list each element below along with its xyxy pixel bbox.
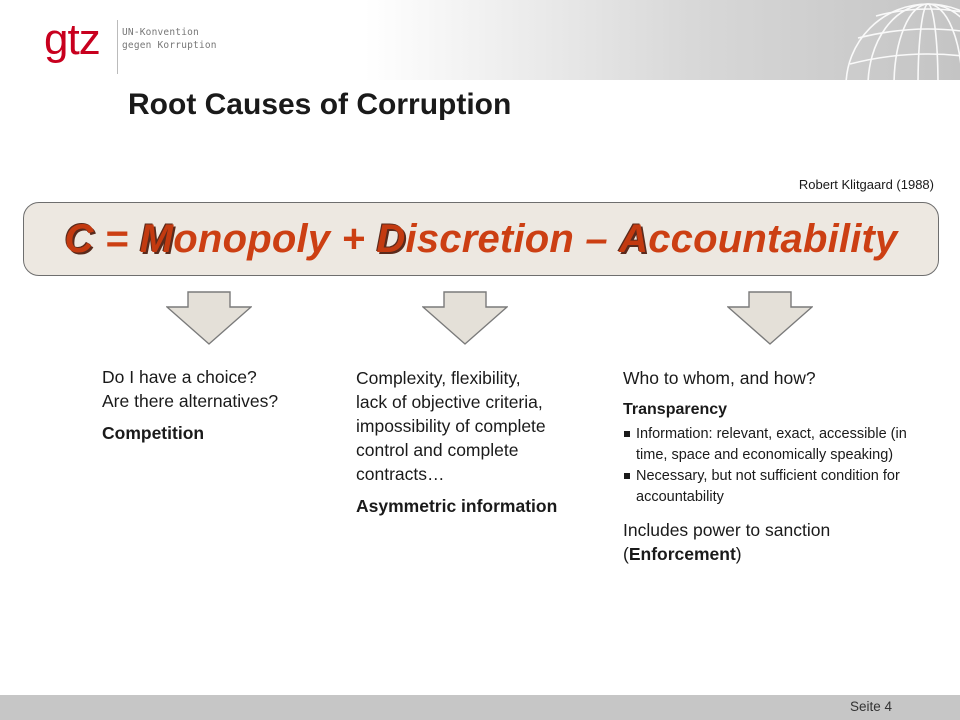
discretion-keyword: Asymmetric information [356,496,558,516]
arrow-down-icon [166,291,252,345]
formula-a: A [619,216,649,261]
discretion-line2: lack of objective criteria, [356,392,543,412]
transparency-heading: Transparency [623,401,728,418]
formula-c: C [64,216,94,261]
list-item-text: Necessary, but not sufficient condition for accountability [636,468,900,505]
logo-text: gtz [44,18,100,64]
list-item [623,424,933,466]
formula-m: M [139,216,174,261]
discretion-line4: control and complete [356,440,519,460]
square-bullet-icon [624,431,630,437]
page-number: Seite 4 [849,699,892,714]
accountability-column [623,366,933,566]
discretion-line1: Complexity, flexibility, [356,368,521,388]
arrow-down-icon [727,291,813,345]
monopoly-line2: Are there alternatives? [102,391,279,411]
formula-discretion-rest: iscretion – [405,216,620,261]
discretion-line5: contracts… [356,464,445,484]
slide-title: Root Causes of Corruption [128,88,512,121]
enforcement-open-paren: ( [623,544,629,564]
slide-header [0,0,960,80]
formula-equals: = [93,216,140,261]
logo-subtitle [122,26,217,52]
logo-divider [117,20,118,74]
discretion-column [356,366,596,518]
transparency-list [623,424,933,508]
enforcement-line [623,542,933,566]
logo-subtitle-line1: UN-Konvention [122,27,199,38]
formula-box [23,202,939,276]
discretion-line3: impossibility of complete [356,416,546,436]
monopoly-line1: Do I have a choice? [102,367,257,387]
formula-accountability-rest: ccountability [648,216,898,261]
slide-footer [0,695,960,720]
list-item-text: Information: relevant, exact, accessible (in time, space and economically speaking) [636,426,907,463]
monopoly-keyword: Competition [102,423,205,443]
citation: Robert Klitgaard (1988) [798,177,934,192]
formula-d: D [376,216,406,261]
enforcement-keyword: Enforcement [628,544,736,564]
logo-subtitle-line2: gegen Korruption [122,40,217,51]
monopoly-column [102,365,332,445]
sanction-line: Includes power to sanction [623,520,831,540]
accountability-question: Who to whom, and how? [623,368,816,388]
gtz-logo-graphic [44,18,124,74]
gtz-logo [44,18,124,74]
arrow-down-icon [422,291,508,345]
square-bullet-icon [624,473,630,479]
list-item [623,466,933,508]
enforcement-close-paren: ) [735,544,742,564]
formula-monopoly-rest: onopoly + [173,216,377,261]
globe-icon [828,0,960,80]
